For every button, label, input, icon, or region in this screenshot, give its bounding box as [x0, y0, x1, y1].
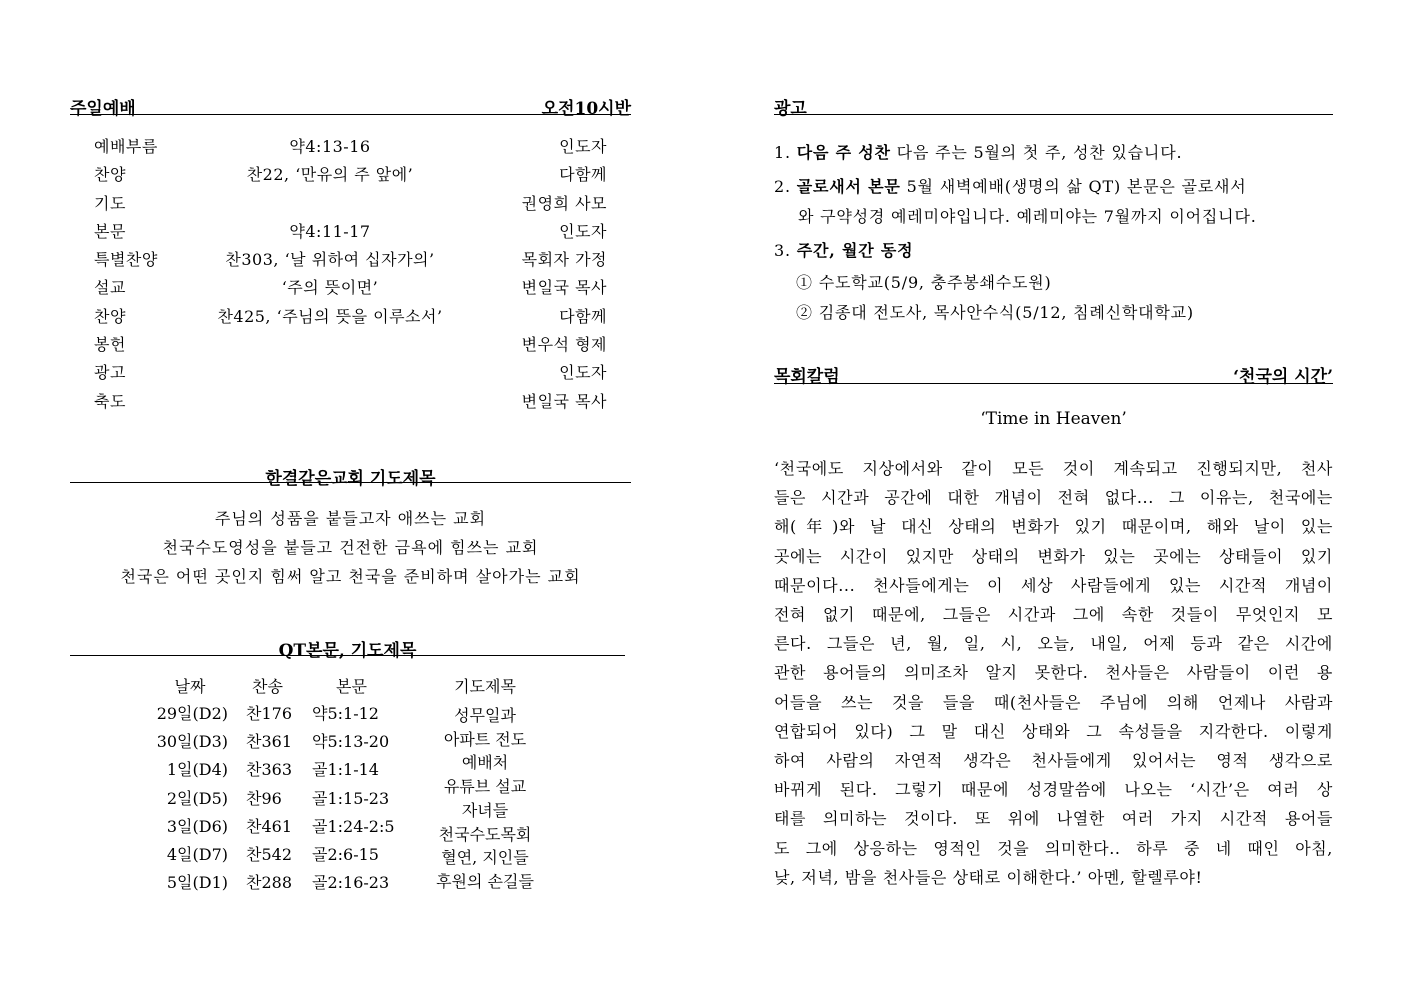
worship-leader: 인도자 — [559, 363, 607, 383]
prayer-line: 주님의 성품을 붙들고자 애쓰는 교회 — [214, 509, 487, 528]
worship-time: 오전10시반 — [541, 99, 631, 119]
column-line: 낮, 저녁, 밤을 천사들은 상태로 이해한다.’ 아멘, 할렐루야! — [774, 867, 1203, 887]
column-line: 연합되어 있다) 그 말 대신 상태와 그 속성들을 지각한다. 이렇게 — [774, 721, 1333, 741]
worship-leader: 변일국 목사 — [521, 391, 607, 411]
prayer-line: 천국은 어떤 곳인지 힘써 알고 천국을 준비하며 살아가는 교회 — [120, 567, 581, 586]
worship-rule — [70, 114, 631, 115]
worship-leader: 다함께 — [559, 165, 607, 185]
qt-date: 4일(D7) — [166, 844, 228, 864]
qt-row — [120, 701, 420, 729]
worship-item: 축도 — [94, 391, 126, 411]
worship-item: 특별찬양 — [94, 250, 158, 270]
announcement-bold: 다음 주 성찬 — [796, 143, 891, 162]
worship-row — [70, 191, 631, 219]
worship-content: 약4:11-17 — [289, 221, 371, 241]
qt-prayer-item: 아파트 전도 — [443, 729, 527, 749]
worship-item: 찬양 — [94, 165, 126, 185]
qt-title: QT본문, 기도제목 — [278, 641, 417, 661]
qt-prayer-item: 후원의 손길들 — [436, 871, 534, 891]
qt-prayer-list — [420, 704, 550, 894]
qt-hymn: 찬542 — [246, 844, 292, 864]
worship-leader: 권영희 사모 — [521, 193, 607, 213]
qt-date: 5일(D1) — [166, 873, 228, 893]
qt-prayer-item: 자녀들 — [461, 800, 509, 820]
column-line: 어들을 쓰는 것을 들을 때(천사들은 주님에 의해 언제나 사람과 — [774, 692, 1333, 712]
worship-item: 광고 — [94, 363, 126, 383]
prayer-title: 한결같은교회 기도제목 — [265, 469, 436, 489]
worship-content: 찬425, ‘주님의 뜻을 이루소서’ — [217, 306, 443, 326]
column-line: ‘천국에도 지상에서와 같이 모든 것이 계속되고 진행되지만, 천사 — [774, 459, 1333, 478]
worship-leader: 다함께 — [559, 306, 607, 326]
qt-header-text: 본문 — [336, 677, 367, 696]
announcement-num: 1. — [774, 143, 791, 162]
announcement-num: 2. — [774, 177, 791, 196]
worship-content: 찬22, ‘만유의 주 앞에’ — [246, 165, 414, 185]
worship-row — [70, 275, 631, 303]
qt-rule — [70, 655, 625, 656]
announcement-text: 다음 주는 5월의 첫 주, 성찬 있습니다. — [890, 143, 1183, 162]
worship-item: 기도 — [94, 193, 126, 213]
worship-leader: 인도자 — [559, 221, 607, 241]
qt-text: 골1:15-23 — [312, 788, 390, 808]
column-line: 른다. 그들은 년, 월, 일, 시, 오늘, 내일, 어제 등과 같은 시간에 — [774, 634, 1333, 654]
circled-two-icon: ② — [796, 303, 813, 322]
worship-row — [70, 134, 631, 162]
prayer-list — [70, 504, 631, 591]
worship-content: 약4:13-16 — [289, 137, 371, 156]
qt-row — [120, 870, 420, 898]
worship-item: 찬양 — [94, 306, 126, 326]
announcement-bold: 주간, 월간 동정 — [796, 241, 914, 260]
qt-hymn: 찬361 — [246, 732, 292, 752]
qt-hymn: 찬363 — [246, 760, 292, 780]
worship-leader: 목회자 가정 — [521, 250, 607, 270]
column-title: 목회칼럼 — [774, 367, 840, 387]
qt-header-date: 날짜 — [174, 677, 206, 696]
qt-date: 1일(D4) — [166, 760, 228, 780]
worship-row — [70, 247, 631, 275]
qt-prayer-item: 성무일과 — [454, 706, 516, 725]
column-rule — [774, 383, 1333, 384]
qt-text: 골2:16-23 — [312, 873, 390, 893]
qt-hymn: 찬461 — [246, 816, 292, 836]
qt-row — [120, 729, 420, 757]
qt-text: 약5:1-12 — [312, 704, 379, 723]
qt-prayer-item: 유튜브 설교 — [443, 777, 527, 797]
worship-row — [70, 360, 631, 388]
announcement-item — [774, 172, 1333, 202]
announcement-list — [774, 138, 1333, 328]
qt-text: 골1:1-14 — [312, 760, 379, 780]
qt-table — [120, 701, 420, 898]
column-line: 때문이다... 천사들에게는 이 세상 사람들에게 있는 시간적 개념이 — [774, 575, 1333, 595]
worship-row — [70, 389, 631, 417]
column-line: 하여 사람의 자연적 생각은 천사들에게 있어서는 영적 생각으로 — [774, 751, 1333, 771]
announcement-bold: 골로새서 본문 — [796, 177, 901, 196]
qt-text: 골2:6-15 — [312, 844, 379, 864]
worship-title: 주일예배 — [70, 99, 136, 119]
worship-leader: 변일국 목사 — [521, 278, 607, 298]
worship-item: 설교 — [94, 278, 126, 298]
worship-content: 찬303, ‘날 위하여 십자가의’ — [225, 250, 435, 270]
column-heading: ‘천국의 시간’ — [1233, 367, 1333, 387]
qt-prayer-item: 혈연, 지인들 — [441, 848, 529, 868]
announcements-title: 광고 — [774, 99, 807, 119]
column-line: 관한 용어들의 의미조차 알지 못한다. 천사들은 사람들이 이런 용 — [774, 663, 1333, 683]
qt-date: 2일(D5) — [166, 788, 228, 808]
qt-text: 약5:13-20 — [312, 732, 390, 752]
column-line: 들은 시간과 공간에 대한 개념이 전혀 없다... 그 이유는, 천국에는 — [774, 488, 1333, 508]
worship-item: 예배부름 — [94, 137, 158, 156]
announcements-rule — [774, 114, 1333, 115]
qt-hymn: 찬96 — [246, 788, 282, 808]
qt-row — [120, 842, 420, 870]
qt-header-prayer: 기도제목 — [454, 677, 516, 696]
column-line: 전혀 없기 때문에, 그들은 시간과 그에 속한 것들이 무엇인지 모 — [774, 605, 1333, 625]
column-line: 곳에는 시간이 있지만 상태의 변화가 있는 곳에는 상태들이 있기 — [774, 546, 1333, 566]
announcement-cont: 와 구약성경 예레미야입니다. 예레미야는 7월까지 이어집니다. — [798, 207, 1257, 226]
worship-row — [70, 219, 631, 247]
column-line: 해(年)와 날 대신 상태의 변화가 있기 때문이며, 해와 날이 있는 — [774, 517, 1333, 537]
worship-row — [70, 332, 631, 360]
qt-row — [120, 786, 420, 814]
announcement-sub — [774, 268, 1333, 298]
worship-item: 본문 — [94, 221, 126, 241]
announcement-text: 5월 새벽예배(생명의 삶 QT) 본문은 골로새서 — [900, 177, 1247, 196]
qt-hymn: 찬176 — [246, 704, 292, 723]
qt-date: 29일(D2) — [156, 704, 228, 723]
qt-hymn: 찬288 — [246, 873, 292, 893]
column-line: 바뀌게 된다. 그렇기 때문에 성경말씀에 나오는 ‘시간’은 여러 상 — [774, 780, 1333, 800]
worship-row — [70, 162, 631, 190]
worship-order — [70, 134, 631, 417]
worship-content: ‘주의 뜻이면’ — [281, 278, 379, 298]
worship-item: 봉헌 — [94, 335, 126, 355]
announcement-item — [774, 236, 1333, 266]
announcement-num: 3. — [774, 241, 791, 260]
worship-leader: 인도자 — [559, 137, 607, 156]
column-line: 태를 의미하는 것이다. 또 위에 나열한 여러 가지 시간적 용어들 — [774, 809, 1333, 829]
qt-row — [120, 814, 420, 842]
prayer-rule — [70, 482, 631, 483]
column-line: 도 그에 상응하는 영적인 것을 의미한다.. 하루 중 네 때인 아침, — [774, 838, 1333, 858]
qt-prayer-item: 예배처 — [461, 753, 509, 773]
qt-text: 골1:24-2:5 — [312, 816, 395, 836]
prayer-line: 천국수도영성을 붙들고 건전한 금욕에 힘쓰는 교회 — [162, 538, 539, 557]
column-body — [774, 454, 1333, 892]
qt-date: 3일(D6) — [166, 816, 228, 836]
qt-header-hymn: 찬송 — [252, 677, 283, 696]
announcement-item — [774, 138, 1333, 168]
worship-row — [70, 304, 631, 332]
circled-one-icon: ① — [796, 273, 813, 292]
sub-text: 수도학교(5/9, 충주봉쇄수도원) — [818, 273, 1052, 292]
qt-date: 30일(D3) — [156, 732, 228, 752]
sub-text: 김종대 전도사, 목사안수식(5/12, 침례신학대학교) — [818, 303, 1194, 322]
qt-row — [120, 757, 420, 785]
worship-leader: 변우석 형제 — [521, 335, 607, 355]
qt-prayer-item: 천국수도목회 — [438, 824, 532, 844]
column-subtitle: ‘Time in Heaven’ — [980, 409, 1127, 429]
announcement-sub — [774, 298, 1333, 328]
